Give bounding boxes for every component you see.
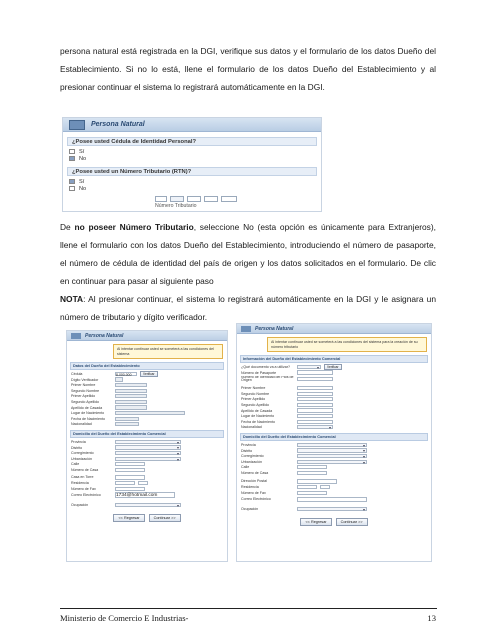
field-row: Cédula 8-000-000 Verificar (71, 371, 223, 377)
notice-box: Al intentar continuar usted se someterá a las condiciones del sistema para la creación de su número tributario (267, 337, 427, 352)
nationality-input[interactable] (115, 422, 139, 426)
page-number: 13 (427, 613, 436, 623)
field-row: Segundo Nombre (241, 391, 427, 397)
digit-input[interactable] (115, 377, 123, 381)
field-row: Corregimiento (71, 450, 223, 456)
second-surname-input[interactable] (115, 400, 147, 404)
field-row: Primer Apellido (71, 394, 223, 400)
field-row: Número de Casa (71, 467, 223, 473)
back-button[interactable]: << Regresar (113, 514, 144, 522)
paragraph-intro: persona natural está registrada en la DGI, verifique sus datos y el formulario de los datos Dueño del Establecimiento. Si no lo está, llene el formulario de los datos Dueño del Establecimiento y al presionar continuar el sistema lo registrará automáticamente en la DGI. (60, 46, 436, 92)
continue-button[interactable]: Continuar >> (336, 518, 368, 526)
id-seat-input[interactable] (221, 196, 237, 202)
field-row: Apellido de Casada (241, 408, 427, 414)
field-row: Nacionalidad (241, 425, 427, 431)
form-header (237, 324, 431, 334)
field-row: Casa en Torre (71, 475, 223, 481)
field-row: Número de Identidad del País de Origen (241, 375, 427, 383)
field-row: Número de Casa (241, 470, 427, 476)
field-row: ¿Qué documento va a utilizar? Verificar (241, 364, 427, 370)
province-select[interactable] (115, 440, 181, 444)
question-cedula: ¿Posee usted Cédula de Identidad Personal? (67, 137, 317, 146)
checkbox-icon[interactable] (69, 179, 75, 184)
footer-ministry: Ministerio de Comercio E Industrias- (60, 613, 189, 623)
form-screenshot-panameno (66, 330, 228, 562)
option-cedula-si[interactable]: Sí (69, 148, 321, 155)
option-rtn-no[interactable]: No (69, 185, 321, 192)
field-row: Primer Apellido (241, 397, 427, 403)
street-input[interactable] (115, 462, 145, 466)
residence-input[interactable] (297, 485, 317, 489)
option-cedula-no[interactable]: No (69, 155, 321, 162)
district-select[interactable] (115, 445, 181, 449)
person-icon (241, 326, 251, 332)
section-owner-address: Domicilio del Dueño del Establecimiento Comercial (70, 430, 224, 438)
footer-rule (60, 608, 437, 609)
checkbox-icon[interactable] (69, 156, 75, 161)
house-number-input[interactable] (297, 471, 327, 475)
first-name-input[interactable] (297, 386, 333, 390)
field-row: Provincia (241, 442, 427, 448)
continue-button[interactable]: Continuar >> (149, 514, 181, 522)
field-row: Fecha de Nacimiento (241, 419, 427, 425)
district-select[interactable] (297, 448, 367, 452)
note-label: NOTA (60, 294, 84, 304)
field-row: Número de Pasaporte (241, 370, 427, 376)
province-select[interactable] (297, 443, 367, 447)
id-caption: Número Tributario (155, 203, 197, 209)
birthdate-input[interactable] (115, 417, 139, 421)
first-surname-input[interactable] (115, 394, 147, 398)
passport-input[interactable] (297, 370, 333, 374)
urbanization-select[interactable] (297, 460, 367, 464)
form-buttons (67, 514, 227, 522)
fax-input[interactable] (297, 491, 327, 495)
postal-input[interactable] (297, 479, 337, 483)
persona-natural-screenshot (62, 117, 322, 212)
field-row: Residencia (71, 480, 223, 486)
field-row: Número de Fax (71, 486, 223, 492)
field-row: Segundo Apellido (71, 399, 223, 405)
field-row: Nacionalidad (71, 422, 223, 428)
field-row: Lugar de Nacimiento (241, 413, 427, 419)
tower-input[interactable] (115, 475, 145, 479)
field-row: Urbanización (241, 459, 427, 465)
form-header (67, 331, 227, 341)
field-row: Fecha de Nacimiento (71, 416, 223, 422)
bold-no-rtn: no poseer Número Tributario (74, 222, 194, 232)
residence-ext-input[interactable] (138, 481, 148, 485)
field-row: Dígito Verificador (71, 377, 223, 383)
paragraph-note: NOTA: Al presionar continuar, el sistema lo registrará automáticamente en la DGI y le asignara un número de tributario y dígito verificador. (60, 294, 436, 322)
corregimiento-select[interactable] (115, 451, 181, 455)
nationality-select[interactable] (297, 425, 333, 429)
field-row: Residencia (241, 484, 427, 490)
origin-id-input[interactable] (297, 377, 333, 381)
id-type-select[interactable] (170, 196, 184, 202)
first-name-input[interactable] (115, 383, 147, 387)
field-row: Lugar de Nacimiento (71, 410, 223, 416)
checkbox-icon[interactable] (69, 186, 75, 191)
person-icon (71, 333, 81, 339)
form-title: Persona Natural (85, 332, 124, 339)
field-row: Provincia (71, 439, 223, 445)
second-name-input[interactable] (297, 392, 333, 396)
field-row: Distrito (71, 445, 223, 451)
question-rtn: ¿Posee usted un Número Tributario (RTN)? (67, 167, 317, 176)
street-input[interactable] (297, 465, 327, 469)
section-owner-info: Información del Dueño del Establecimiento Comercial (240, 355, 428, 363)
id-book-input[interactable] (187, 196, 201, 202)
option-rtn-si[interactable]: Sí (69, 178, 321, 185)
field-row: Correo Electrónico (241, 495, 427, 503)
form-title: Persona Natural (255, 325, 294, 332)
id-inputs (155, 195, 321, 203)
residence-ext-input[interactable] (320, 485, 330, 489)
paragraph-no-rtn: De no poseer Número Tributario, seleccione No (esta opción es únicamente para Extranjeros), llene el formulario con los datos Dueño del Establecimiento, introduciendo el número de pasaporte, el número de cédula de identidad del país de origen y los datos solicitados en el formulario. De clic en continuar para pasar al siguiente paso (60, 222, 436, 286)
second-surname-input[interactable] (297, 403, 333, 407)
field-row: Segundo Apellido (241, 402, 427, 408)
form-screenshot-extranjero (236, 323, 432, 562)
id-prefix-input[interactable] (155, 196, 167, 202)
field-row: Segundo Nombre (71, 388, 223, 394)
cedula-input[interactable]: 8-000-000 (115, 372, 137, 376)
first-surname-input[interactable] (297, 397, 333, 401)
back-button[interactable]: << Regresar (300, 518, 331, 526)
field-row: Primer Nombre (71, 382, 223, 388)
occupation-select[interactable] (115, 503, 181, 507)
field-row: Ocupación (241, 506, 427, 512)
verify-button[interactable]: Verificar (324, 364, 342, 370)
person-icon (69, 120, 85, 130)
email-input[interactable]: 1734@hotmail.com (115, 492, 175, 498)
married-surname-input[interactable] (115, 405, 147, 409)
house-number-input[interactable] (115, 468, 145, 472)
email-input[interactable] (297, 497, 367, 501)
field-row: Calle (71, 462, 223, 468)
field-row: Apellido de Casada (71, 405, 223, 411)
field-row: Ocupación (71, 502, 223, 508)
section-owner-address: Domicilio del Dueño del Establecimiento Comercial (240, 433, 428, 441)
field-row: Primer Nombre (241, 385, 427, 391)
id-tome-input[interactable] (204, 196, 218, 202)
verify-button[interactable]: Verificar (140, 371, 158, 377)
birthdate-input[interactable] (297, 420, 333, 424)
second-name-input[interactable] (115, 389, 147, 393)
corregimiento-select[interactable] (297, 454, 367, 458)
field-row: Número de Fax (241, 490, 427, 496)
field-row: Corregimiento (241, 453, 427, 459)
birthplace-input[interactable] (115, 411, 185, 415)
residence-input[interactable] (115, 481, 135, 485)
urbanization-select[interactable] (115, 457, 181, 461)
section-owner-data: Datos del Dueño del Establecimiento (70, 362, 224, 370)
married-surname-input[interactable] (297, 408, 333, 412)
fax-input[interactable] (115, 487, 145, 491)
notice-box: Al intentar continuar usted se someterá a las condiciones del sistema (113, 344, 223, 359)
field-row: Calle (241, 465, 427, 471)
field-row: Urbanización (71, 456, 223, 462)
persona-natural-header (63, 118, 321, 132)
checkbox-icon[interactable] (69, 149, 75, 154)
birthplace-input[interactable] (297, 414, 333, 418)
form-buttons (237, 518, 431, 526)
document-select[interactable] (297, 365, 321, 369)
field-row: Correo Electrónico 1734@hotmail.com (71, 491, 223, 499)
occupation-select[interactable] (297, 507, 367, 511)
field-row: Distrito (241, 448, 427, 454)
field-row: Dirección Postal (241, 479, 427, 485)
persona-natural-title: Persona Natural (91, 121, 145, 128)
